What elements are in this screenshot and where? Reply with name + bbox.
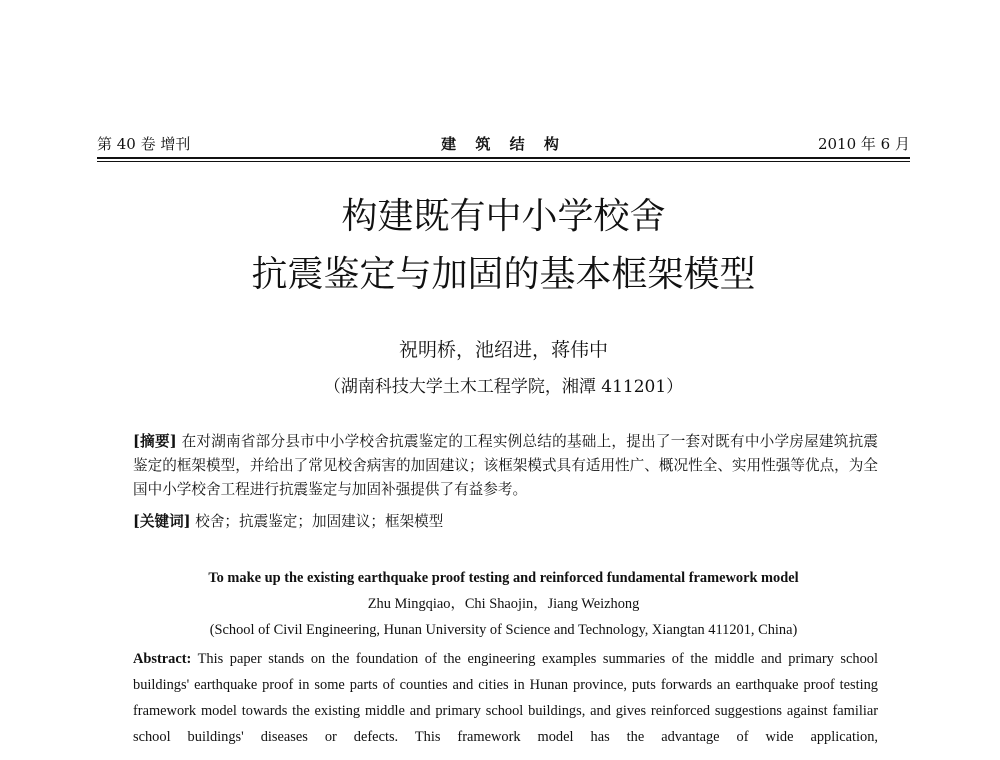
- abstract-en-label: Abstract:: [133, 651, 192, 667]
- abstract-en-text: This paper stands on the foundation of the engineering examples summaries of the middle and primary school buildings' earthquake proof in some parts of counties and cities in Hunan province, puts forwards an earthquake proof testing framework model towards the existing middle and primary school buildings, and gives reinforced suggestions against familiar school buildings' diseases or defects. This framework model has the advantage of wide application,: [133, 651, 878, 745]
- abstract-cn-text: 在对湖南省部分县市中小学校舍抗震鉴定的工程实例总结的基础上，提出了一套对既有中小学房屋建筑抗震鉴定的框架模型，并给出了常见校舍病害的加固建议；该框架模式具有适用性广、概况性全、实用性强等优点，为全国中小学校舍工程进行抗震鉴定与加固补强提供了有益参考。: [133, 433, 878, 498]
- affiliation-cn: （湖南科技大学土木工程学院，湘潭 411201）: [323, 377, 684, 397]
- running-header: [97, 133, 910, 155]
- header-volume: 第 40 卷 增刊: [97, 135, 191, 153]
- authors-cn: 祝明桥，池绍进，蒋伟中: [398, 339, 608, 361]
- header-rule-thin: [97, 161, 910, 162]
- title-en: To make up the existing earthquake proof testing and reinforced fundamental framework model: [208, 570, 799, 586]
- abstract-cn: [133, 430, 878, 502]
- title-cn-line1: 构建既有中小学校舍: [341, 196, 666, 237]
- header-rule-thick: [97, 157, 910, 159]
- keywords-cn-label: [关键词]: [133, 513, 191, 530]
- header-date: 2010 年 6 月: [817, 135, 910, 153]
- keywords-cn: [133, 510, 878, 534]
- affiliation-en: (School of Civil Engineering, Hunan University of Science and Technology, Xiangtan 411201, China): [209, 622, 798, 638]
- keywords-cn-text: 校舍；抗震鉴定；加固建议；框架模型: [195, 513, 444, 530]
- header-journal-name: 建 筑 结 构: [441, 135, 566, 153]
- abstract-cn-label: [摘要]: [133, 433, 177, 450]
- authors-en: Zhu Mingqiao，Chi Shaojin，Jiang Weizhong: [367, 596, 640, 612]
- abstract-en: [133, 646, 878, 750]
- title-cn-line2: 抗震鉴定与加固的基本框架模型: [251, 254, 756, 295]
